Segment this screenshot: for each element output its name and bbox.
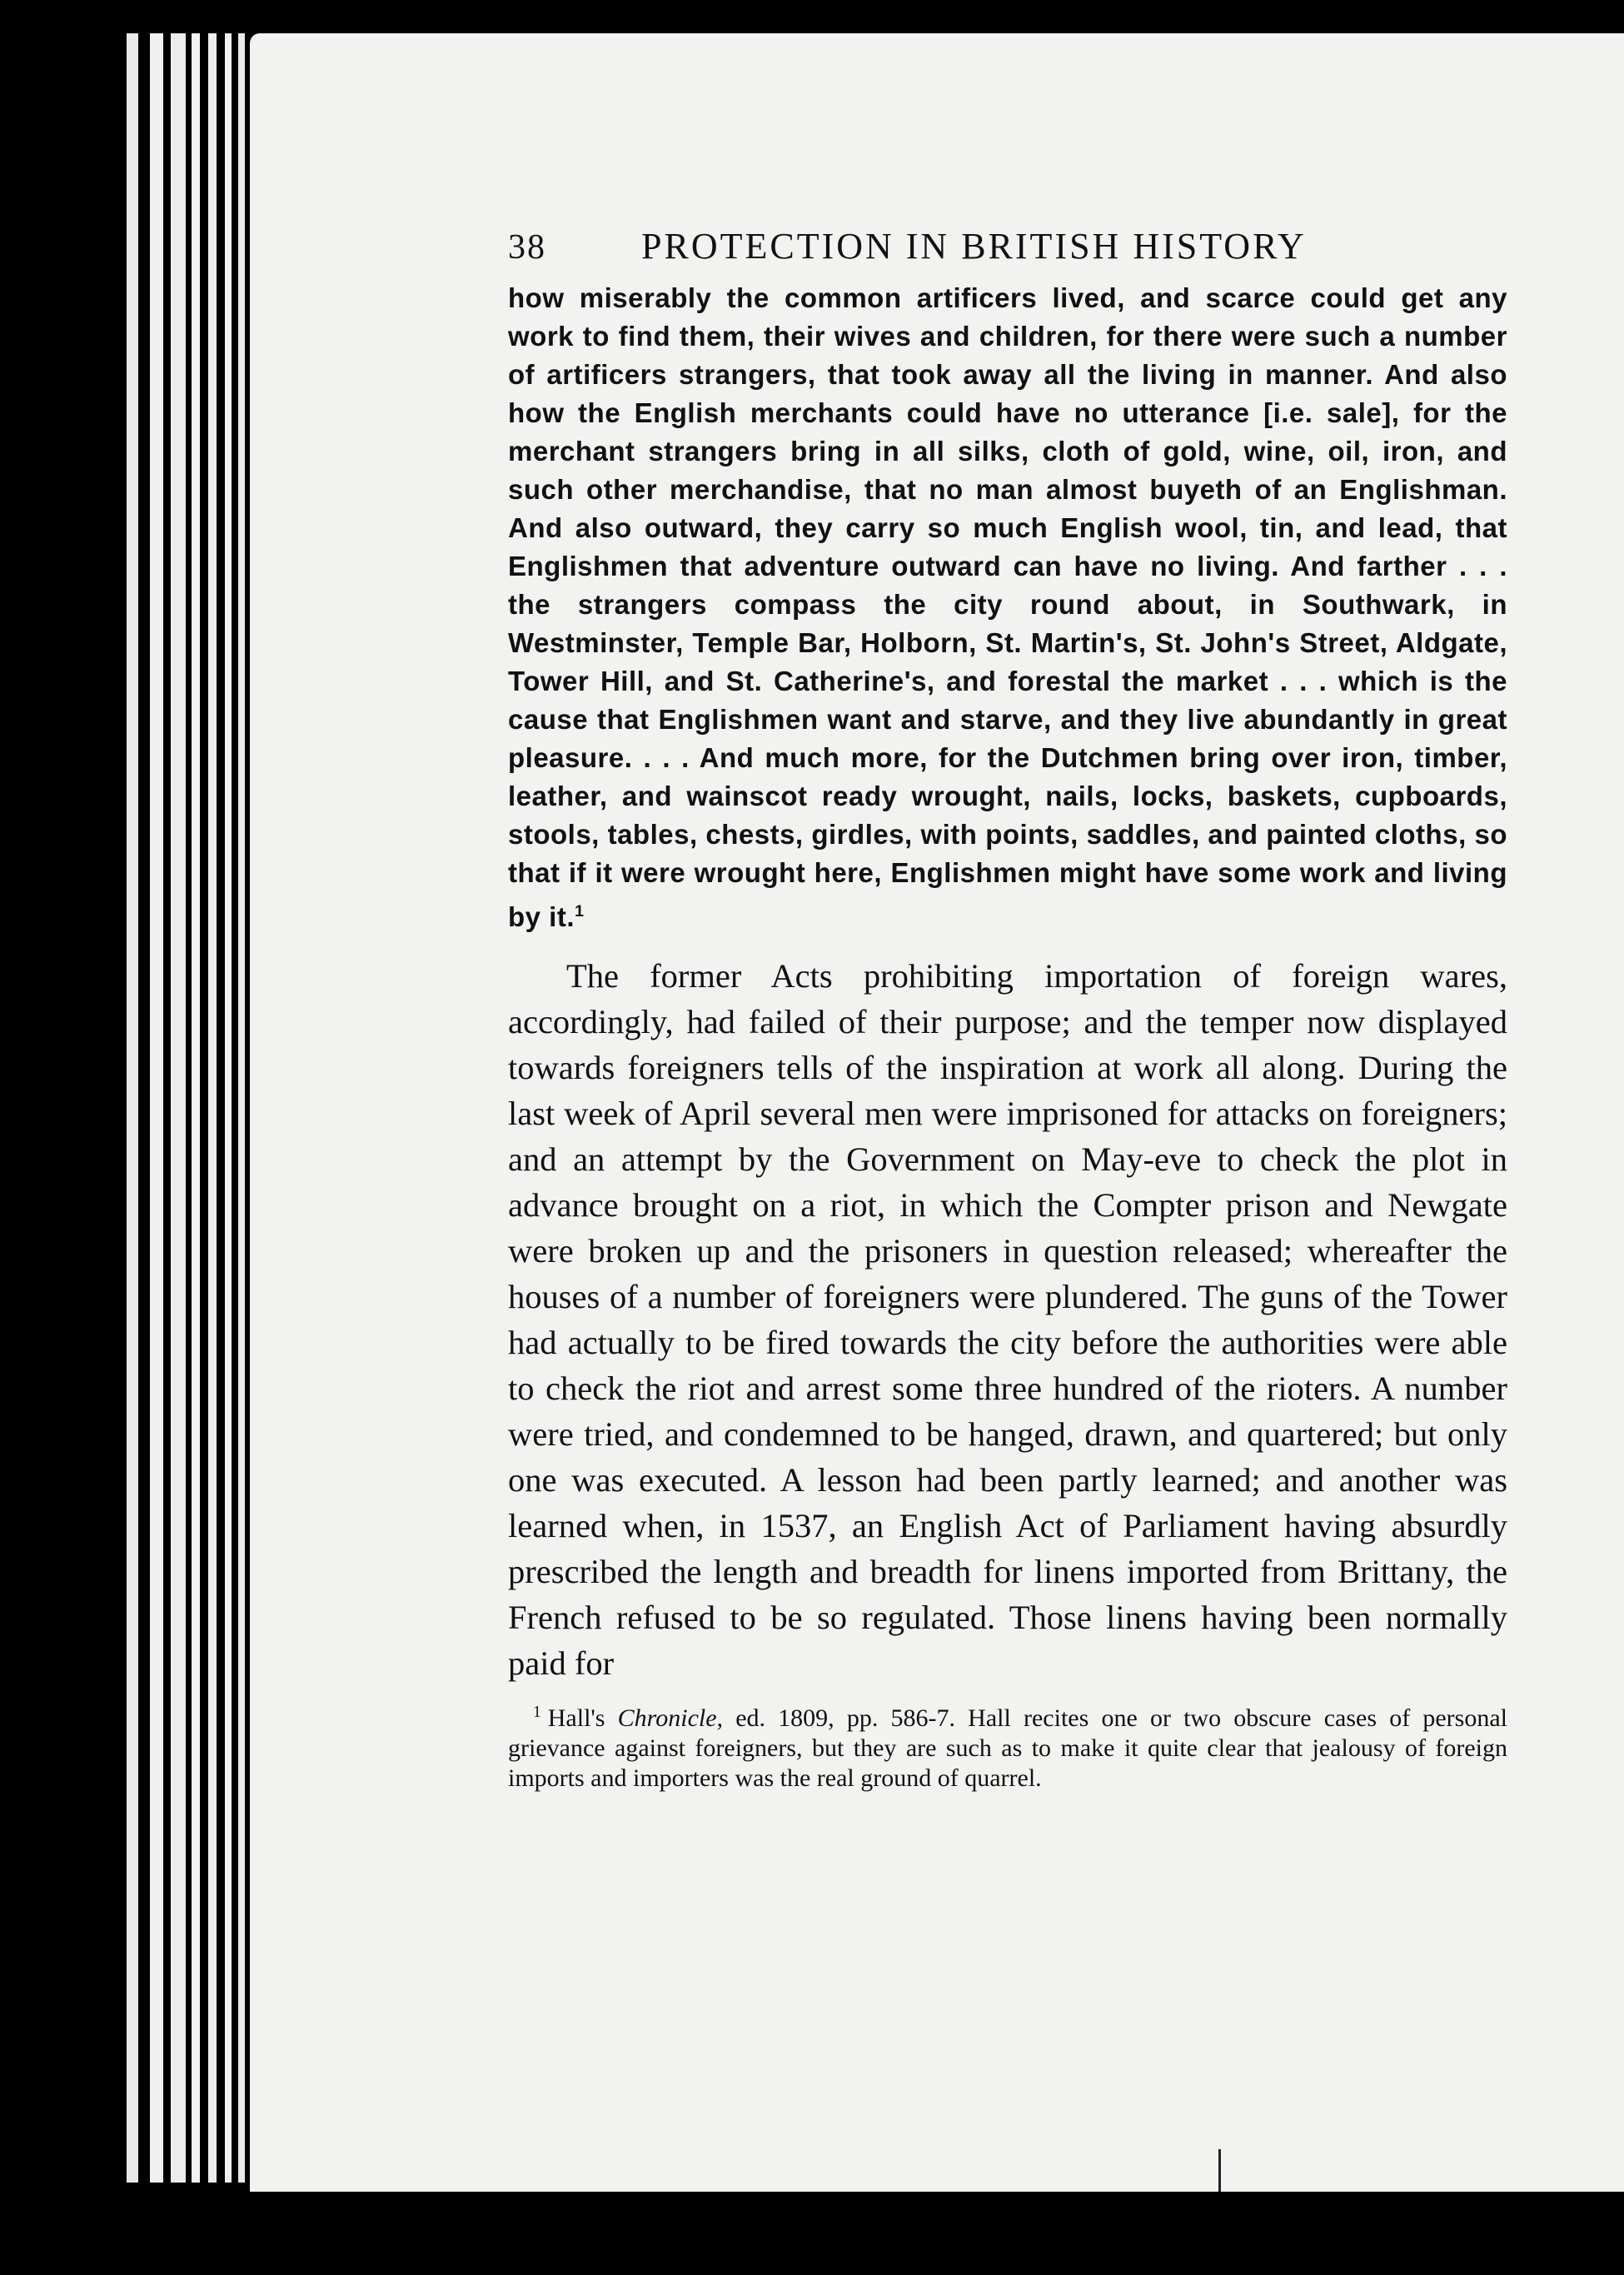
footnote-title: Chronicle bbox=[617, 1704, 717, 1732]
page-content bbox=[508, 225, 1507, 1794]
footnote-prefix: Hall's bbox=[547, 1704, 618, 1732]
quote-text: how miserably the common artificers lived, and scarce could get any work to find them, their wives and children, for there were such a number of artificers strangers, that took away all the living in manner. And also how the English merchants could have no utterance [i.e. sale], for the merchant strangers bring in all silks, cloth of gold, wine, oil, iron, and such other merchandise, that no man almost buyeth of an Englishman. And also outward, they carry so much English wool, tin, and lead, that Englishmen that adventure outward can have no living. And farther . . . the strangers compass the city round about, in Southwark, in Westminster, Temple Bar, Holborn, St. Martin's, St. John's Street, Aldgate, Tower Hill, and St. Catherine's, and forestal the market . . . which is the cause that Englishmen want and starve, and they live abundantly in great pleasure. . . . And much more, for the Dutchmen bring over iron, timber, leather, and wainscot ready wrought, nails, locks, baskets, cupboards, stools, tables, chests, girdles, with points, saddles, and painted cloths, so that if it were wrought here, Englishmen might have some work and living by it. bbox=[508, 282, 1507, 932]
block-quote bbox=[508, 279, 1507, 936]
running-head bbox=[508, 225, 1507, 267]
footnote-text: , ed. 1809, pp. 586-7. Hall recites one or two obscure cases of personal grievance against foreigners, but they are such as to make it quite clear that jealousy of foreign imports and importers was the real ground of quarrel. bbox=[508, 1704, 1507, 1792]
body-paragraph: The former Acts prohibiting importation of foreign wares, accordingly, had failed of their purpose; and the temper now displayed towards foreigners tells of the inspiration at work all along. During the last week of April several men were imprisoned for attacks on foreigners; and an attempt by the Government on May-eve to check the plot in advance brought on a riot, in which the Compter prison and Newgate were broken up and the prisoners in question released; whereafter the houses of a number of foreigners were plundered. The guns of the Tower had actually to be fired towards the city before the authorities were able to check the riot and arrest some three hundred of the rioters. A number were tried, and condemned to be hanged, drawn, and quartered; but only one was executed. A lesson had been partly learned; and another was learned when, in 1537, an English Act of Parliament having absurdly prescribed the length and breadth for linens imported from Brittany, the French refused to be so regulated. Those linens having been normally paid for bbox=[508, 957, 1507, 1682]
footnote-mark: 1 bbox=[533, 1704, 541, 1721]
footnote bbox=[508, 1698, 1507, 1794]
book-page bbox=[250, 33, 1624, 2192]
page-crease bbox=[1218, 2149, 1221, 2192]
running-title: PROTECTION IN BRITISH HISTORY bbox=[641, 226, 1307, 267]
page-number: 38 bbox=[508, 228, 546, 267]
footnote-reference: 1 bbox=[575, 902, 585, 920]
book-page-edges bbox=[83, 33, 275, 2183]
